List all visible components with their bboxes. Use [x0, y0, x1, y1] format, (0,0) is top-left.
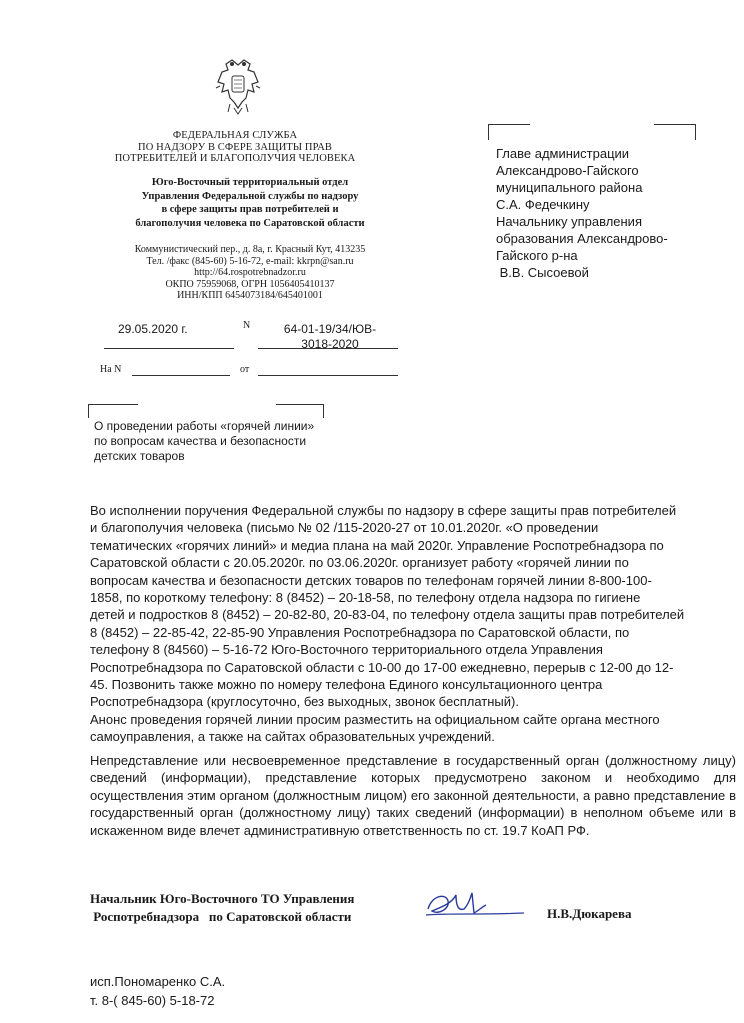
department-name — [100, 176, 400, 230]
contact-line: Тел. /факс (845-60) 5-16-72, e-mail: kkrpn@san.ru — [146, 255, 354, 267]
body-line: 8 (8452) – 22-85-42, 22-85-90 Управления Роспотребнадзора по Саратовской области, по — [90, 624, 630, 640]
department-line: благополучия человека по Саратовской области — [135, 217, 365, 229]
addressee-block — [496, 145, 726, 281]
coat-of-arms-emblem — [212, 58, 264, 116]
contact-info — [100, 244, 400, 302]
agency-line: ПОТРЕБИТЕЛЕЙ И БЛАГОПОЛУЧИЯ ЧЕЛОВЕКА — [114, 153, 356, 164]
signatory-title-line: Начальник Юго-Восточного ТО Управления — [90, 891, 355, 906]
body-line: вопросам качества и безопасности детских товаров по телефонам горячей линии 8-800-100- — [90, 572, 652, 588]
contact-line: Коммунистический пер., д. 8а, г. Красный Кут, 413235 — [134, 244, 366, 255]
department-line: Управления Федеральной службы по надзору — [141, 190, 359, 202]
body-line: 1858, по короткому телефону: 8 (8452) – 20-18-58, по телефону отдела надзора по гигиене — [90, 590, 641, 606]
reply-to-label: На N — [100, 364, 122, 375]
contact-line: ИНН/КПП 6454073184/645401001 — [177, 290, 323, 302]
corner-mark — [654, 124, 696, 125]
body-paragraph-1 — [90, 502, 720, 746]
agency-line: ФЕДЕРАЛЬНАЯ СЛУЖБА — [172, 130, 298, 141]
corner-mark — [88, 404, 138, 405]
body-line: Роспотребнадзора (круглосуточно, без выходных, звонок бесплатный). — [90, 694, 519, 710]
contact-line: http://64.rospotrebnadzor.ru — [194, 267, 306, 279]
department-line: в сфере защиты прав потребителей и — [161, 204, 339, 215]
handwritten-signature — [420, 885, 530, 925]
date-underline — [104, 348, 234, 349]
subject-line: О проведении работы «горячей линии» — [94, 419, 315, 433]
letter-date: 29.05.2020 г. — [118, 322, 188, 336]
reply-from-label: от — [240, 364, 250, 375]
number-label: N — [243, 320, 251, 331]
executor-name: исп.Пономаренко С.А. — [90, 974, 226, 989]
letter-number-line: 3018-2020 — [301, 337, 359, 351]
body-line: детей и подростков 8 (8452) – 20-82-80, 20-83-04, по телефону отдела защиты прав потребителей — [90, 607, 685, 623]
corner-mark — [276, 404, 324, 405]
signatory-title — [90, 890, 410, 925]
signatory-title-line: Роспотребнадзора по Саратовской области — [90, 908, 352, 924]
department-line: Юго-Восточный территориальный отдел — [151, 177, 349, 188]
body-line: самоуправления, а также на сайтах образовательных учреждений. — [90, 729, 495, 745]
executor-info — [90, 972, 390, 1010]
addressee-line: В.В. Сысоевой — [496, 265, 589, 280]
body-line: Роспотребнадзора по Саратовской области с 10-00 до 17-00 ежедневно, перерыв с 12-00 до 12- — [90, 659, 674, 675]
body-line: 45. Позвонить также можно по номеру телефона Единого консультационного центра — [90, 677, 603, 693]
addressee-line: Гайского р-на — [496, 248, 578, 263]
contact-line: ОКПО 75959068, ОГРН 1056405410137 — [165, 278, 335, 290]
reply-date-line — [258, 375, 398, 376]
corner-mark — [88, 404, 89, 418]
agency-line: ПО НАДЗОРУ В СФЕРЕ ЗАЩИТЫ ПРАВ — [138, 141, 332, 153]
subject-line: детских товаров — [94, 449, 185, 463]
corner-mark — [695, 124, 696, 140]
letter-number-line: 64-01-19/34/ЮВ- — [283, 322, 377, 336]
reply-number-line — [132, 375, 230, 376]
executor-phone: т. 8-( 845-60) 5-18-72 — [90, 993, 215, 1008]
addressee-line: С.А. Федечкину — [496, 197, 590, 212]
addressee-line: образования Александрово- — [496, 231, 668, 246]
addressee-line: Главе администрации — [496, 146, 630, 161]
body-line: тематических «горячих линий» и медиа плана на май 2020г. Управление Роспотребнадзора по — [90, 537, 664, 553]
corner-mark — [323, 404, 324, 418]
signatory-name: Н.В.Дюкарева — [547, 906, 632, 921]
corner-mark — [488, 124, 489, 140]
letter-subject — [94, 419, 334, 464]
body-line: Анонс проведения горячей линии просим разместить на официальном сайте органа местного — [90, 711, 660, 727]
subject-line: по вопросам качества и безопасности — [94, 434, 307, 448]
body-line: и благополучия человека (письмо № 02 /115-2020-27 от 10.01.2020г. «О проведении — [90, 520, 599, 536]
body-line: Во исполнении поручения Федеральной службы по надзору в сфере защиты прав потребителей — [90, 503, 677, 518]
body-line: Саратовской области с 20.05.2020г. по 03.06.2020г. организует работу «горячей линии по — [90, 555, 629, 571]
number-underline — [258, 348, 398, 349]
addressee-line: Начальнику управления — [496, 214, 642, 229]
body-line: телефону 8 (84560) – 5-16-72 Юго-Восточного территориального отдела Управления — [90, 642, 603, 658]
corner-mark — [488, 124, 530, 125]
agency-name — [100, 130, 370, 165]
addressee-line: Александрово-Гайского — [496, 163, 639, 178]
body-paragraph-2: Непредставление или несвоевременное представление в государственный орган (должностному лицу) сведений (информации), представление которых предусмотрено законом и необходимо для осуществления этим органом (должностным лицом) его законной деятельности, а равно представление в государственный орган (должностному лицу) таких сведений (информации) в неполном объеме или в искаженном виде влечет административную ответственность по ст. 19.7 КоАП РФ. — [90, 753, 736, 838]
addressee-line: муниципального района — [496, 180, 643, 195]
